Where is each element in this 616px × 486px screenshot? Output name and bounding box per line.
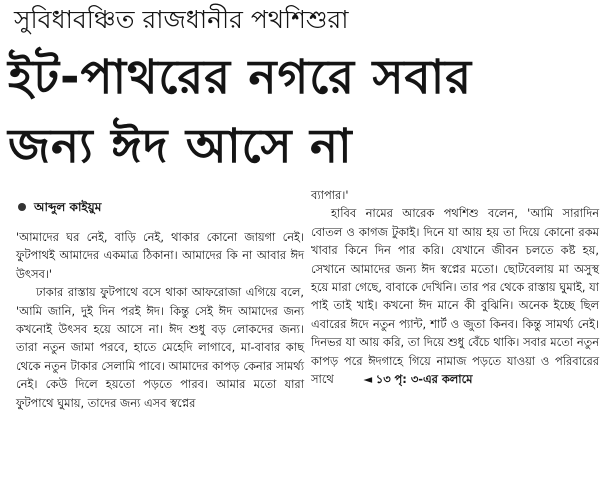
- byline: [18, 198, 298, 216]
- author-name: আব্দুল কাইয়ুম: [34, 200, 102, 214]
- continuation-marker-icon: ◄: [363, 372, 373, 387]
- headline-line-1: ইট-পাথরের নগরে সবার: [8, 50, 473, 105]
- left-column: [16, 228, 304, 412]
- paragraph: [311, 204, 599, 388]
- continuation-reference: ১৩ পৃ: ৩-এর কলামে: [375, 372, 473, 387]
- right-column: [311, 186, 599, 388]
- kicker-subheading: সুবিধাবঞ্চিত রাজধানীর পথশিশুরা: [14, 5, 349, 34]
- paragraph: 'আমাদের ঘর নেই, বাড়ি নেই, থাকার কোনো জায়গা নেই। ফুটপাথই আমাদের একমাত্র ঠিকানা। আমাদের কি না আবার ঈদ উৎসব।': [16, 230, 304, 281]
- paragraph: ঢাকার রাস্তায় ফুটপাথে বসে থাকা আফরোজা এগিয়ে বলে, 'আমি জানি, দুই দিন পরই ঈদ। কিন্তু সেই ঈদ আমাদের জন্য কখনোই উৎসব হয়ে আসে না। ঈদ শুধু বড় লোকদের জন্য। তারা নতুন জামা পরবে, হাতে মেহেদি লাগাবে, মা-বাবার কাছ থেকে নতুন টাকার সেলামি পাবে। আমাদের কাপড় কেনার সামর্থ্য নেই। কেউ দিলে হয়তো পড়তে পারব। আমার মতো যারা ফুটপাথে ঘুমায়, তাদের জন্য এসব স্বপ্নের: [16, 285, 304, 410]
- headline-line-2: জন্য ঈদ আসে না: [8, 119, 353, 174]
- paragraph-text: হাবিব নামের আরেক পথশিশু বলেন, 'আমি সারাদিন বোতল ও কাগজ টুকাই। দিনে যা আয় হয় তা দিয়ে কোনো রকম খাবার কিনে দিন পার করি। যেখানে জীবন চলতে কষ্ট হয়, সেখানে আমাদের জন্য ঈদ স্বপ্নের মতো। ছোটবেলায় মা অসুস্থ হয়ে মারা গেছে, বাবাকে দেখিনি। তার পর থেকে রাস্তায় ঘুমাই, যা পাই তাই খাই। কখনো ঈদ মানে কী বুঝিনি। অনেক ইচ্ছে ছিল এবারের ঈদে নতুন প্যান্ট, শার্ট ও জুতা কিনব। কিন্তু সামর্থ্য নেই। দিনভর যা আয় করি, তা দিয়ে শুধু বেঁচে থাকি। সবার মতো নতুন কাপড় পরে ঈদগাহে গিয়ে নামাজ পড়তে যাওয়া ও পরিবারের সাথে: [311, 206, 599, 387]
- bullet-icon: [18, 203, 26, 211]
- paragraph: ব্যাপার।': [311, 188, 349, 202]
